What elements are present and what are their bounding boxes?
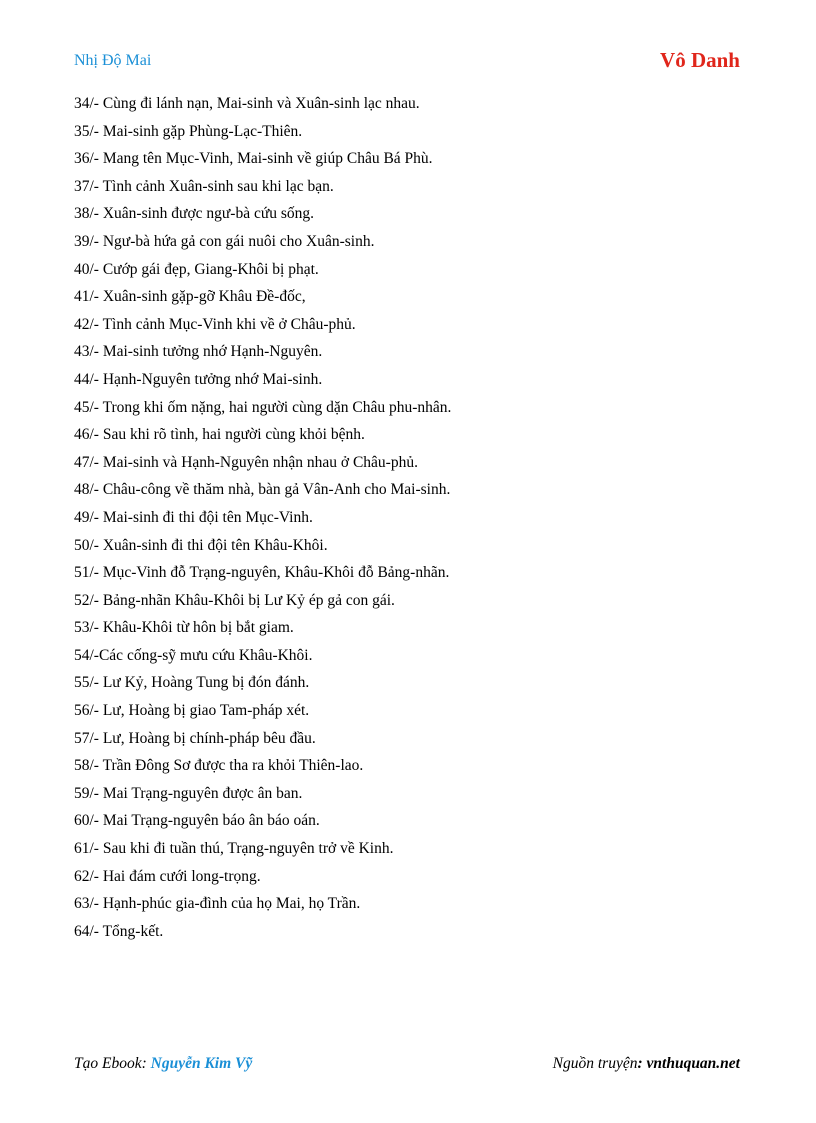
ebook-creator: Nguyễn Kim Vỹ bbox=[150, 1055, 253, 1072]
toc-item: 58/- Trần Đông Sơ được tha ra khỏi Thiên-lao. bbox=[74, 757, 364, 775]
toc-item: 41/- Xuân-sinh gặp-gỡ Khâu Đề-đốc, bbox=[74, 288, 306, 306]
toc-item: 40/- Cướp gái đẹp, Giang-Khôi bị phạt. bbox=[74, 260, 319, 278]
toc-item: 60/- Mai Trạng-nguyên báo ân báo oán. bbox=[74, 812, 320, 830]
toc-item: 42/- Tình cảnh Mục-Vinh khi về ở Châu-phủ. bbox=[74, 315, 356, 333]
toc-item: 50/- Xuân-sinh đi thi đội tên Khâu-Khôi. bbox=[74, 536, 328, 554]
toc-item: 61/- Sau khi đi tuần thú, Trạng-nguyên trở về Kinh. bbox=[74, 840, 394, 858]
toc-item: 56/- Lư, Hoàng bị giao Tam-pháp xét. bbox=[74, 702, 310, 720]
toc-item: 39/- Ngư-bà hứa gả con gái nuôi cho Xuân-sinh. bbox=[74, 232, 375, 250]
source-label: Nguồn truyện bbox=[552, 1055, 638, 1072]
toc-item: 47/- Mai-sinh và Hạnh-Nguyên nhận nhau ở Châu-phủ. bbox=[74, 453, 418, 471]
toc-item: 51/- Mục-Vinh đỗ Trạng-nguyên, Khâu-Khôi đỗ Bảng-nhãn. bbox=[74, 564, 450, 582]
toc-item: 36/- Mang tên Mục-Vinh, Mai-sinh về giúp Châu Bá Phù. bbox=[74, 150, 433, 168]
book-title: Nhị Độ Mai bbox=[74, 52, 152, 69]
toc-item: 54/-Các cống-sỹ mưu cứu Khâu-Khôi. bbox=[74, 646, 313, 664]
ebook-credit: Tạo Ebook: Nguyễn Kim Vỹ bbox=[74, 1055, 253, 1072]
toc-item: 59/- Mai Trạng-nguyên được ân ban. bbox=[74, 784, 303, 802]
author-name: Vô Danh bbox=[660, 48, 740, 72]
table-of-contents bbox=[74, 93, 451, 948]
toc-item: 63/- Hạnh-phúc gia-đình của họ Mai, họ Trần. bbox=[74, 895, 361, 913]
toc-item: 52/- Bảng-nhãn Khâu-Khôi bị Lư Kỷ ép gả con gái. bbox=[74, 591, 395, 609]
toc-item: 48/- Châu-công về thăm nhà, bàn gả Vân-Anh cho Mai-sinh. bbox=[74, 481, 451, 499]
toc-item: 44/- Hạnh-Nguyên tưởng nhớ Mai-sinh. bbox=[74, 370, 323, 388]
toc-item: 37/- Tình cảnh Xuân-sinh sau khi lạc bạn. bbox=[74, 177, 334, 195]
toc-item: 64/- Tổng-kết. bbox=[74, 922, 164, 940]
ebook-label: Tạo Ebook bbox=[74, 1055, 142, 1072]
toc-item: 57/- Lư, Hoàng bị chính-pháp bêu đầu. bbox=[74, 729, 316, 747]
source-site: vnthuquan.net bbox=[646, 1055, 740, 1072]
toc-item: 62/- Hai đám cưới long-trọng. bbox=[74, 867, 261, 885]
toc-item: 55/- Lư Kỷ, Hoàng Tung bị đón đánh. bbox=[74, 674, 310, 692]
toc-item: 43/- Mai-sinh tưởng nhớ Hạnh-Nguyên. bbox=[74, 343, 323, 361]
source-credit: Nguồn truyện: vnthuquan.net bbox=[552, 1055, 740, 1072]
toc-item: 38/- Xuân-sinh được ngư-bà cứu sống. bbox=[74, 205, 315, 223]
toc-item: 46/- Sau khi rõ tình, hai người cùng khỏi bệnh. bbox=[74, 426, 365, 444]
toc-item: 34/- Cùng đi lánh nạn, Mai-sinh và Xuân-sinh lạc nhau. bbox=[74, 95, 420, 112]
toc-item: 35/- Mai-sinh gặp Phùng-Lạc-Thiên. bbox=[74, 122, 303, 140]
toc-item: 45/- Trong khi ốm nặng, hai người cùng dặn Châu phu-nhân. bbox=[74, 398, 452, 416]
toc-item: 49/- Mai-sinh đi thi đội tên Mục-Vinh. bbox=[74, 508, 313, 526]
toc-item: 53/- Khâu-Khôi từ hôn bị bắt giam. bbox=[74, 619, 294, 637]
